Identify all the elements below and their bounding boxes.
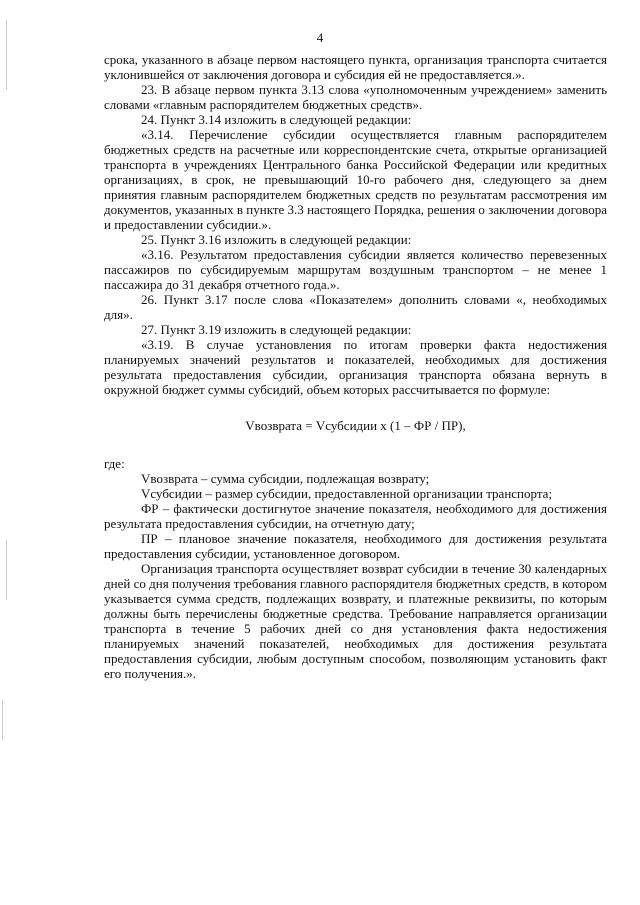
closing-paragraph: Организация транспорта осуществляет возврат субсидии в течение 30 календарных дней со дня получения требования главного распорядителя бюджетных средств, в котором указывается сумма средств, подлежащих возврату, и платежные реквизиты, по которым должны быть перечислены бюджетные средства. Требование направляется организации транспорта в течение 5 рабочих дней со дня установления факта недостижения планируемых значений показателей, необходимых для достижения результата предоставления субсидии, любым доступным способом, позволяющим установить факт его получения.». [104,561,607,681]
definition-item: Vсубсидии – размер субсидии, предоставленной организации транспорта; [141,486,553,501]
scan-edge-mark [2,700,3,740]
paragraph: срока, указанного в абзаце первом настоящего пункта, организация транспорта считается уклонившейся от заключения договора и субсидия ей не предоставляется.». [104,52,607,82]
formula: Vвозврата = Vсубсидии х (1 – ФР / ПР), [245,418,466,433]
paragraph: 25. Пункт 3.16 изложить в следующей редакции: [141,232,412,247]
page-number: 4 [316,30,324,45]
paragraph: «3.19. В случае установления по итогам проверки факта недостижения планируемых значений результатов и показателей, необходимых для достижения результата предоставления субсидии, организация транспорта обязана вернуть в окружной бюджет суммы субсидий, объем которых рассчитывается по формуле: [104,337,607,397]
document-body [104,52,607,681]
paragraph: 24. Пункт 3.14 изложить в следующей редакции: [141,112,412,127]
scan-edge-mark [6,540,7,600]
definition-item: ПР – плановое значение показателя, необходимого для достижения результата предоставления субсидии, установленное договором. [104,531,607,561]
paragraph: 27. Пункт 3.19 изложить в следующей редакции: [141,322,412,337]
paragraph: «3.14. Перечисление субсидии осуществляется главным распорядителем бюджетных средств на расчетные или корреспондентские счета, открытые организацией транспорта в учреждениях Центрального банка Российской Федерации или кредитных организациях, в срок, не превышающий 10-го рабочего дня, следующего за днем принятия главным распорядителем бюджетных средств по результатам рассмотрения им документов, указанных в пункте 3.3 настоящего Порядка, решения о заключении договора и предоставлении субсидии.». [104,127,607,232]
where-label: где: [104,456,125,471]
paragraph: 26. Пункт 3.17 после слова «Показателем» дополнить словами «, необходимых для». [104,292,607,322]
definition-item: ФР – фактически достигнутое значение показателя, необходимого для достижения результата предоставления субсидии, на отчетную дату; [104,501,607,531]
paragraph: «3.16. Результатом предоставления субсидии является количество перевезенных пассажиров по субсидируемым маршрутам воздушным транспортом – не менее 1 пассажира до 31 декабря отчетного года.». [104,247,607,292]
paragraph: 23. В абзаце первом пункта 3.13 слова «уполномоченным учреждением» заменить словами «главным распорядителем бюджетных средств». [104,82,607,112]
definition-item: Vвозврата – сумма субсидии, подлежащая возврату; [141,471,430,486]
